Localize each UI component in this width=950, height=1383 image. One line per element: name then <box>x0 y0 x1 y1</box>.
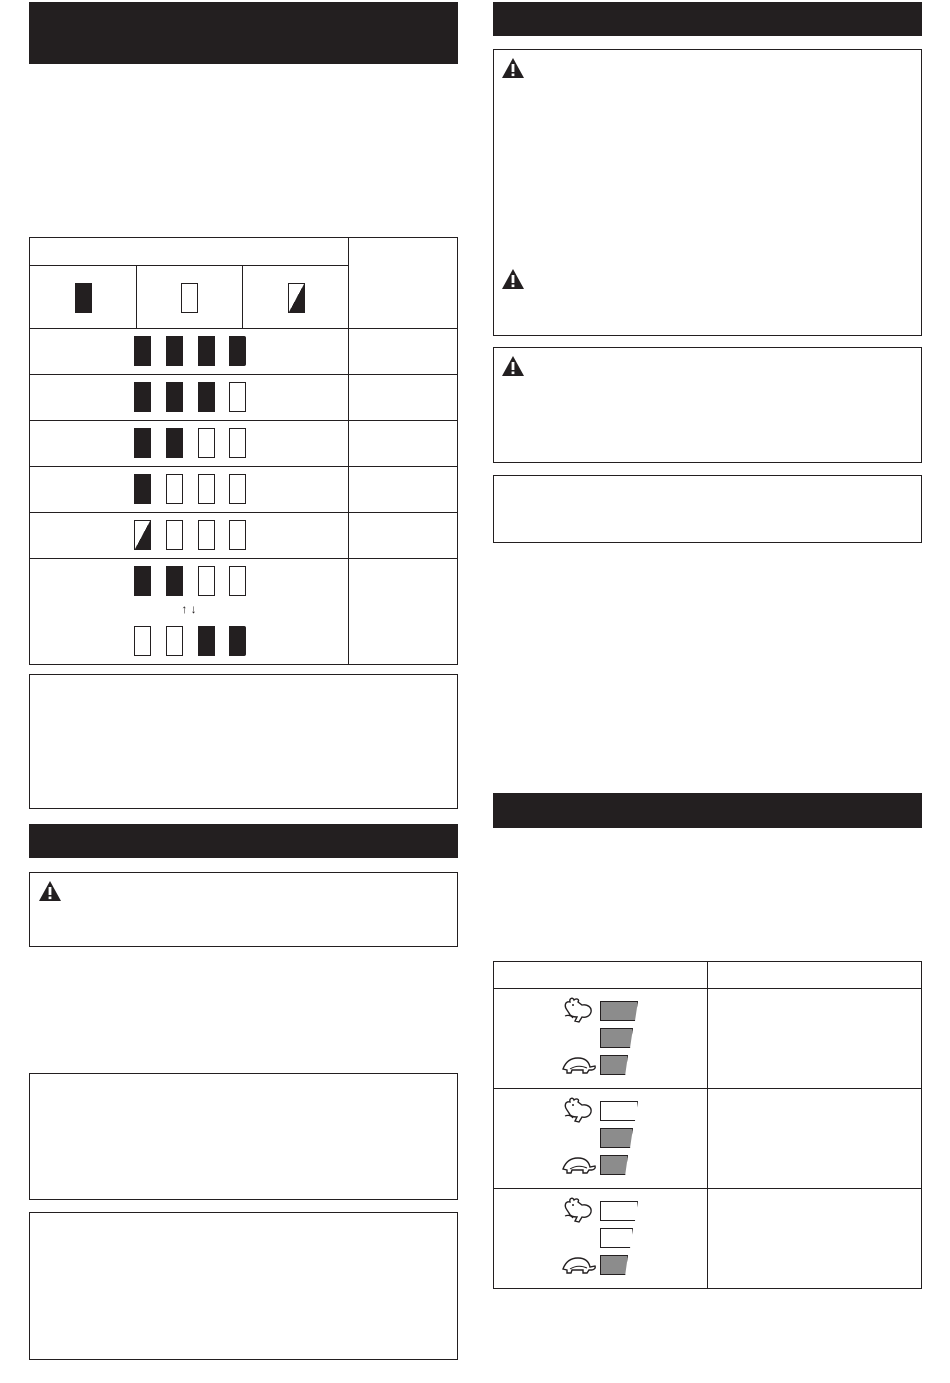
warning-triangle-icon <box>501 268 525 290</box>
indicator-lamp <box>134 474 151 504</box>
indicator-lamp <box>198 626 215 656</box>
speed-level-bar <box>600 1228 633 1248</box>
warning-box-right <box>493 49 922 336</box>
caution-box-left <box>29 872 458 947</box>
warning-triangle-icon <box>501 57 525 79</box>
indicator-lamp <box>134 336 151 366</box>
speed-level-bar <box>600 1028 633 1048</box>
indicator-lamp <box>198 520 215 550</box>
rabbit-icon <box>561 996 595 1031</box>
turtle-icon <box>559 1255 597 1280</box>
indicator-lamp <box>229 626 246 656</box>
turtle-icon <box>559 1155 597 1180</box>
section-header-top-right <box>493 2 922 36</box>
indicator-lamp <box>166 520 183 550</box>
note-box-1 <box>29 674 458 809</box>
indicator-lamp <box>229 428 246 458</box>
indicator-lamp <box>134 382 151 412</box>
indicator-lamp <box>229 566 246 596</box>
speed-layer <box>493 961 922 1289</box>
indicator-lamp <box>229 382 246 412</box>
rabbit-icon <box>561 1196 595 1231</box>
indicator-lamp <box>229 474 246 504</box>
indicator-lamp <box>134 428 151 458</box>
lamp-layer <box>29 237 458 664</box>
indicator-lamp <box>198 382 215 412</box>
section-header-middle-left <box>29 824 458 858</box>
speed-level-bar <box>600 1155 628 1175</box>
indicator-lamp <box>166 382 183 412</box>
speed-level-bar <box>600 1128 633 1148</box>
indicator-lamp <box>229 520 246 550</box>
indicator-lamp <box>134 520 151 550</box>
indicator-lamp <box>166 626 183 656</box>
indicator-lamp <box>229 336 246 366</box>
speed-level-bar <box>600 1055 628 1075</box>
speed-level-bar <box>600 1001 638 1021</box>
speed-level-bar <box>600 1101 638 1121</box>
indicator-lamp <box>198 336 215 366</box>
warning-triangle-icon <box>501 355 525 377</box>
rabbit-icon <box>561 1096 595 1131</box>
indicator-lamp-table <box>29 237 458 664</box>
indicator-lamp <box>198 566 215 596</box>
indicator-lamp <box>198 428 215 458</box>
note-box-2 <box>29 1073 458 1200</box>
toggle-arrows: ↑ ↓ <box>181 602 197 616</box>
indicator-lamp <box>166 428 183 458</box>
indicator-lamp <box>166 566 183 596</box>
turtle-icon <box>559 1055 597 1080</box>
warning-triangle-icon <box>38 880 62 902</box>
section-header-bottom-right <box>493 793 922 828</box>
speed-mode-table <box>493 961 922 1289</box>
section-header-top-left <box>29 2 458 64</box>
speed-level-bar <box>600 1201 638 1221</box>
indicator-lamp <box>198 474 215 504</box>
note-box-3 <box>29 1212 458 1360</box>
speed-level-bar <box>600 1255 628 1275</box>
indicator-lamp <box>166 336 183 366</box>
indicator-lamp <box>134 566 151 596</box>
note-box-right <box>493 475 922 543</box>
caution-box-right <box>493 347 922 463</box>
indicator-lamp <box>134 626 151 656</box>
indicator-lamp <box>166 474 183 504</box>
